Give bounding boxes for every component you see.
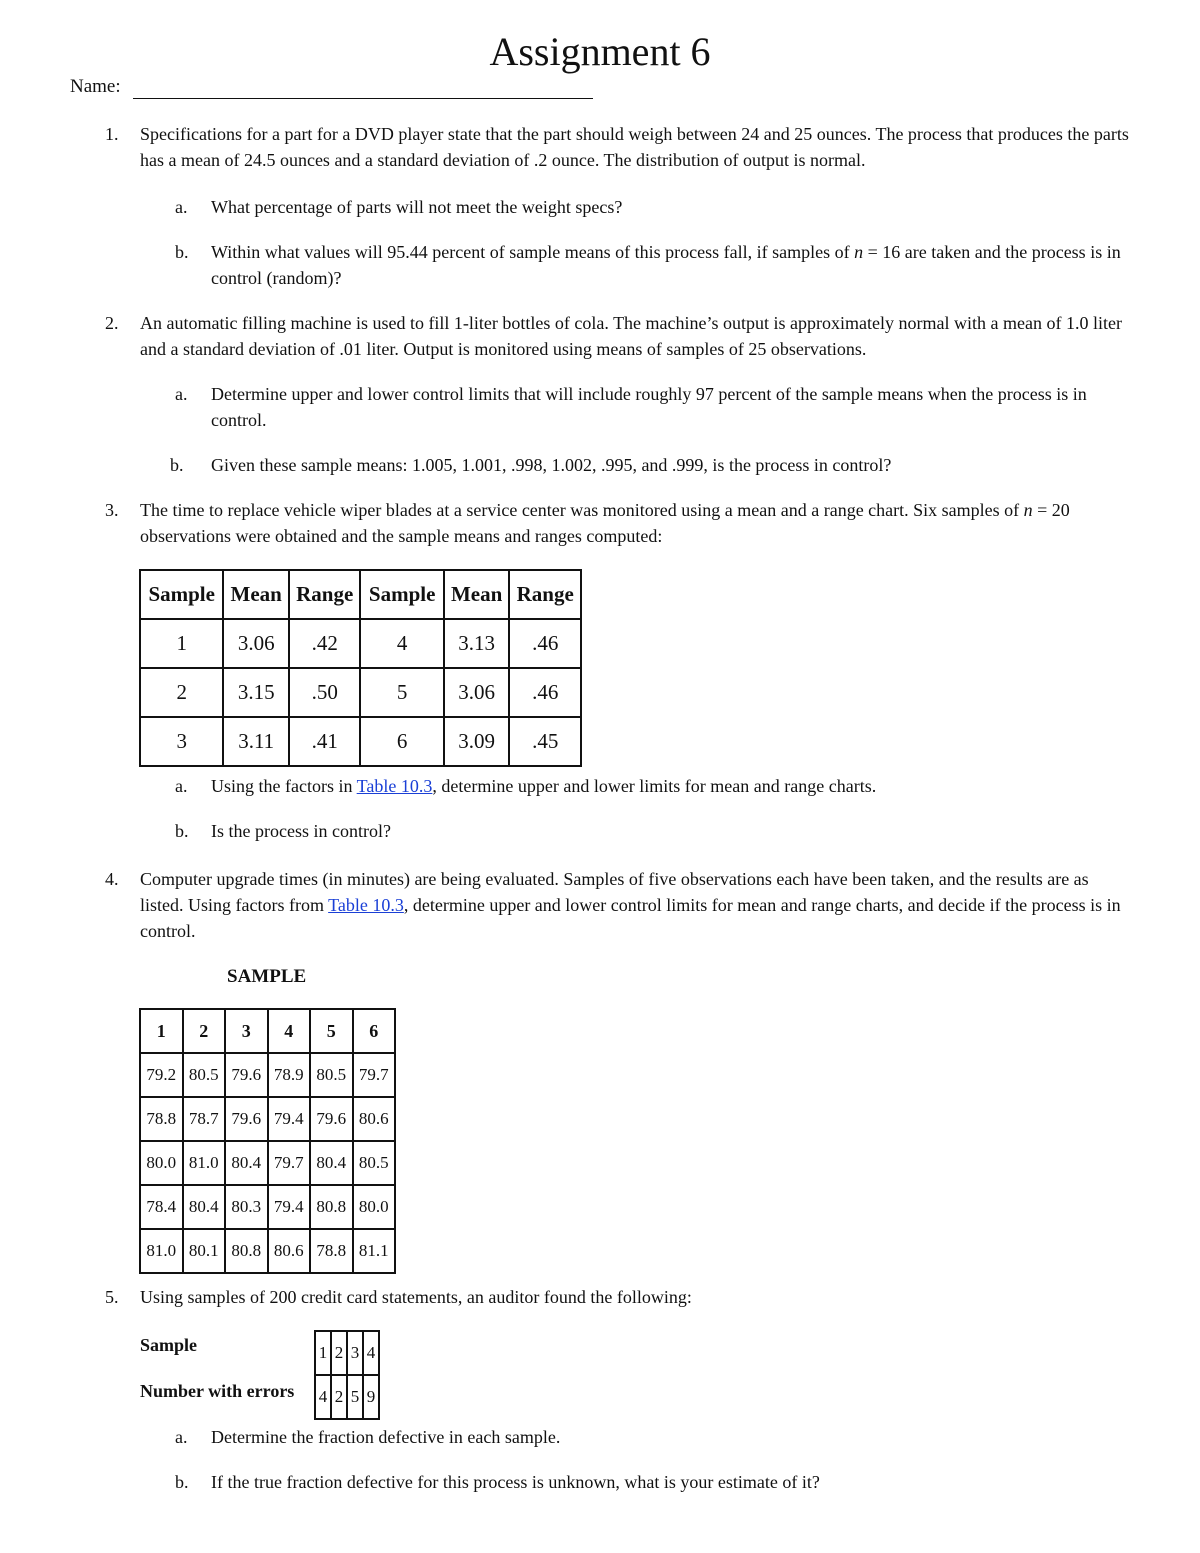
- table-header: Mean: [444, 570, 510, 619]
- table-header: Range: [509, 570, 581, 619]
- table-cell: 2: [331, 1331, 347, 1375]
- table-cell: 80.5: [310, 1053, 353, 1097]
- table-cell: 78.8: [140, 1097, 183, 1141]
- q3b-label: b.: [175, 821, 189, 841]
- table-cell: .41: [289, 717, 361, 766]
- table-header: 3: [225, 1009, 268, 1053]
- name-line: [133, 98, 593, 99]
- table-row: [140, 1229, 395, 1273]
- table-cell: 80.6: [268, 1229, 311, 1273]
- table-cell: 80.1: [183, 1229, 226, 1273]
- table-header: 2: [183, 1009, 226, 1053]
- table-cell: .45: [509, 717, 581, 766]
- table-cell: 2: [140, 668, 223, 717]
- table-cell: 1: [315, 1331, 331, 1375]
- q1b-label: b.: [175, 242, 189, 262]
- q3b-text: Is the process in control?: [211, 821, 391, 841]
- table-cell: .50: [289, 668, 361, 717]
- table-cell: 9: [363, 1375, 379, 1419]
- table-cell: 1: [140, 619, 223, 668]
- table-cell: 3.06: [223, 619, 289, 668]
- table-cell: 4: [315, 1375, 331, 1419]
- q5-number: 5.: [105, 1287, 119, 1307]
- table-cell: 79.6: [225, 1097, 268, 1141]
- table-header: 1: [140, 1009, 183, 1053]
- table-cell: 78.7: [183, 1097, 226, 1141]
- table-cell: 3.06: [444, 668, 510, 717]
- name-label: Name:: [70, 76, 121, 97]
- table-cell: 4: [363, 1331, 379, 1375]
- table-cell: 3.13: [444, 619, 510, 668]
- table-cell: 6: [360, 717, 443, 766]
- table-header: Sample: [360, 570, 443, 619]
- table-cell: 80.3: [225, 1185, 268, 1229]
- q2b-text: Given these sample means: 1.005, 1.001, .998, 1.002, .995, and .999, is the process in control?: [211, 455, 892, 475]
- table-cell: 79.7: [268, 1141, 311, 1185]
- q3-number: 3.: [105, 500, 119, 520]
- q5a-text: Determine the fraction defective in each sample.: [211, 1427, 561, 1447]
- q1a-text: What percentage of parts will not meet the weight specs?: [211, 197, 623, 217]
- q1a-label: a.: [175, 197, 188, 217]
- table-cell: 80.0: [140, 1141, 183, 1185]
- table-cell: 3.15: [223, 668, 289, 717]
- table-header: 4: [268, 1009, 311, 1053]
- table-cell: 5: [347, 1375, 363, 1419]
- table-cell: 79.2: [140, 1053, 183, 1097]
- table-cell: 80.4: [310, 1141, 353, 1185]
- q4-text: Computer upgrade times (in minutes) are being evaluated. Samples of five observations each have been taken, and the results are as listed. Using factors from Table 10.3, determine upper and lower control limits for mean and range charts, and decide if the process is in control.: [140, 869, 1121, 941]
- q4-number: 4.: [105, 869, 119, 889]
- table-cell: 79.6: [310, 1097, 353, 1141]
- table-header: Range: [289, 570, 361, 619]
- table-header: Mean: [223, 570, 289, 619]
- q2b-label: b.: [170, 455, 184, 475]
- q1-number: 1.: [105, 124, 119, 144]
- table-cell: 80.8: [225, 1229, 268, 1273]
- table-cell: 80.0: [353, 1185, 396, 1229]
- table-cell: 80.5: [353, 1141, 396, 1185]
- table-cell: .46: [509, 668, 581, 717]
- table-10-3-link[interactable]: Table 10.3: [356, 776, 433, 796]
- table-row: [140, 1097, 395, 1141]
- table-header-row: [140, 570, 581, 619]
- table-row: [140, 1185, 395, 1229]
- table-cell: 79.4: [268, 1097, 311, 1141]
- q3-data-table: [139, 569, 582, 767]
- table-cell: 79.6: [225, 1053, 268, 1097]
- errors-label: Number with errors: [140, 1381, 295, 1401]
- q2a-label: a.: [175, 384, 188, 404]
- sample-label: Sample: [140, 1335, 198, 1355]
- q3a-text: Using the factors in Table 10.3, determine upper and lower limits for mean and range charts.: [211, 776, 877, 796]
- q2-number: 2.: [105, 313, 119, 333]
- q5-data-table: [314, 1330, 380, 1420]
- table-cell: .46: [509, 619, 581, 668]
- q5-text: Using samples of 200 credit card statements, an auditor found the following:: [140, 1287, 692, 1307]
- table-row: [140, 668, 581, 717]
- table-cell: 80.5: [183, 1053, 226, 1097]
- table-cell: 78.9: [268, 1053, 311, 1097]
- table-row: [315, 1331, 379, 1375]
- table-cell: 80.4: [225, 1141, 268, 1185]
- table-cell: 80.8: [310, 1185, 353, 1229]
- table-header: 6: [353, 1009, 396, 1053]
- table-row: [140, 1141, 395, 1185]
- table-cell: .42: [289, 619, 361, 668]
- q3-text: The time to replace vehicle wiper blades at a service center was monitored using a mean and a range chart. Six samples of n = 20 observations were obtained and the sample means and ranges computed:: [140, 500, 1070, 546]
- table-cell: 80.4: [183, 1185, 226, 1229]
- q5b-text: If the true fraction defective for this process is unknown, what is your estimate of it?: [211, 1472, 820, 1492]
- table-10-3-link[interactable]: Table 10.3: [328, 895, 404, 915]
- table-cell: 79.7: [353, 1053, 396, 1097]
- table-cell: 3: [347, 1331, 363, 1375]
- table-row: [315, 1375, 379, 1419]
- q3a-label: a.: [175, 776, 188, 796]
- sample-heading: SAMPLE: [227, 966, 307, 987]
- table-cell: 78.4: [140, 1185, 183, 1229]
- table-cell: 5: [360, 668, 443, 717]
- table-cell: 80.6: [353, 1097, 396, 1141]
- q2-text: An automatic filling machine is used to fill 1-liter bottles of cola. The machine’s output is approximately normal with a mean of 1.0 liter and a standard deviation of .01 liter. Output is monitored using means of samples of 25 observations.: [140, 313, 1122, 359]
- table-cell: 79.4: [268, 1185, 311, 1229]
- table-header: Sample: [140, 570, 223, 619]
- table-cell: 81.1: [353, 1229, 396, 1273]
- q1-text: Specifications for a part for a DVD player state that the part should weigh between 24 and 25 ounces. The process that produces the parts has a mean of 24.5 ounces and a standard deviation of .2 ounce. The distribution of output is normal.: [140, 124, 1129, 170]
- table-row: [140, 717, 581, 766]
- q4-data-table: [139, 1008, 396, 1274]
- table-cell: 4: [360, 619, 443, 668]
- q2a-text: Determine upper and lower control limits that will include roughly 97 percent of the sample means when the process is in control.: [211, 384, 1087, 430]
- table-cell: 2: [331, 1375, 347, 1419]
- table-row: [140, 1053, 395, 1097]
- table-cell: 3.09: [444, 717, 510, 766]
- table-cell: 3.11: [223, 717, 289, 766]
- table-header-row: [140, 1009, 395, 1053]
- table-cell: 81.0: [183, 1141, 226, 1185]
- page-title: Assignment 6: [489, 29, 711, 74]
- table-row: [140, 619, 581, 668]
- q5a-label: a.: [175, 1427, 188, 1447]
- table-cell: 81.0: [140, 1229, 183, 1273]
- table-header: 5: [310, 1009, 353, 1053]
- table-cell: 3: [140, 717, 223, 766]
- q1b-text: Within what values will 95.44 percent of sample means of this process fall, if samples of n = 16 are taken and the process is in control (random)?: [211, 242, 1121, 288]
- table-cell: 78.8: [310, 1229, 353, 1273]
- q5b-label: b.: [175, 1472, 189, 1492]
